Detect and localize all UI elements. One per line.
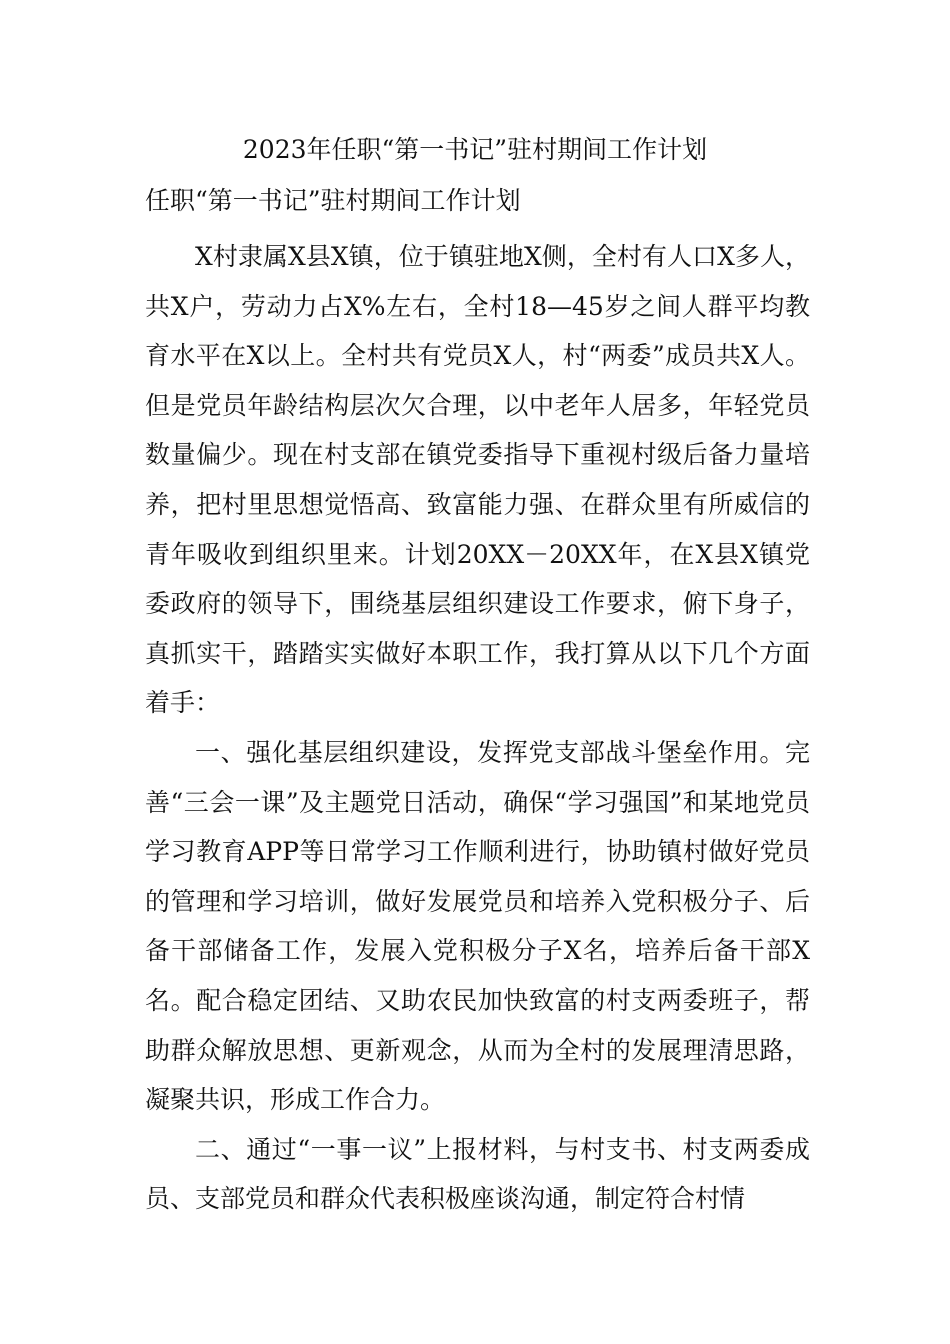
document-body	[145, 232, 810, 1224]
paragraph-point-one: 一、强化基层组织建设，发挥党支部战斗堡垒作用。完善“三会一课”及主题党日活动，确保“学习强国”和某地党员学习教育APP等日常学习工作顺利进行，协助镇村做好党员的管理和学习培训，做好发展党员和培养入党积极分子、后备干部储备工作，发展入党积极分子X名，培养后备干部X名。配合稳定团结、又助农民加快致富的村支两委班子，帮助群众解放思想、更新观念，从而为全村的发展理清思路，凝聚共识，形成工作合力。	[145, 737, 810, 1115]
document-title: 2023年任职“第一书记”驻村期间工作计划	[242, 135, 708, 164]
document-subtitle: 任职“第一书记”驻村期间工作计划	[145, 186, 521, 215]
paragraph-point-two: 二、通过“一事一议”上报材料，与村支书、村支两委成员、支部党员和群众代表积极座谈沟通，制定符合村情	[145, 1134, 810, 1214]
paragraph-intro: X村隶属X县X镇，位于镇驻地X侧，全村有人口X多人，共X户，劳动力占X%左右，全村18—45岁之间人群平均教育水平在X以上。全村共有党员X人，村“两委”成员共X人。但是党员年龄结构层次欠合理，以中老年人居多，年轻党员数量偏少。现在村支部在镇党委指导下重视村级后备力量培养，把村里思想觉悟高、致富能力强、在群众里有所威信的青年吸收到组织里来。计划20XX－20XX年，在X县X镇党委政府的领导下，围绕基层组织建设工作要求，俯下身子，真抓实干，踏踏实实做好本职工作，我打算从以下几个方面着手：	[145, 242, 810, 718]
